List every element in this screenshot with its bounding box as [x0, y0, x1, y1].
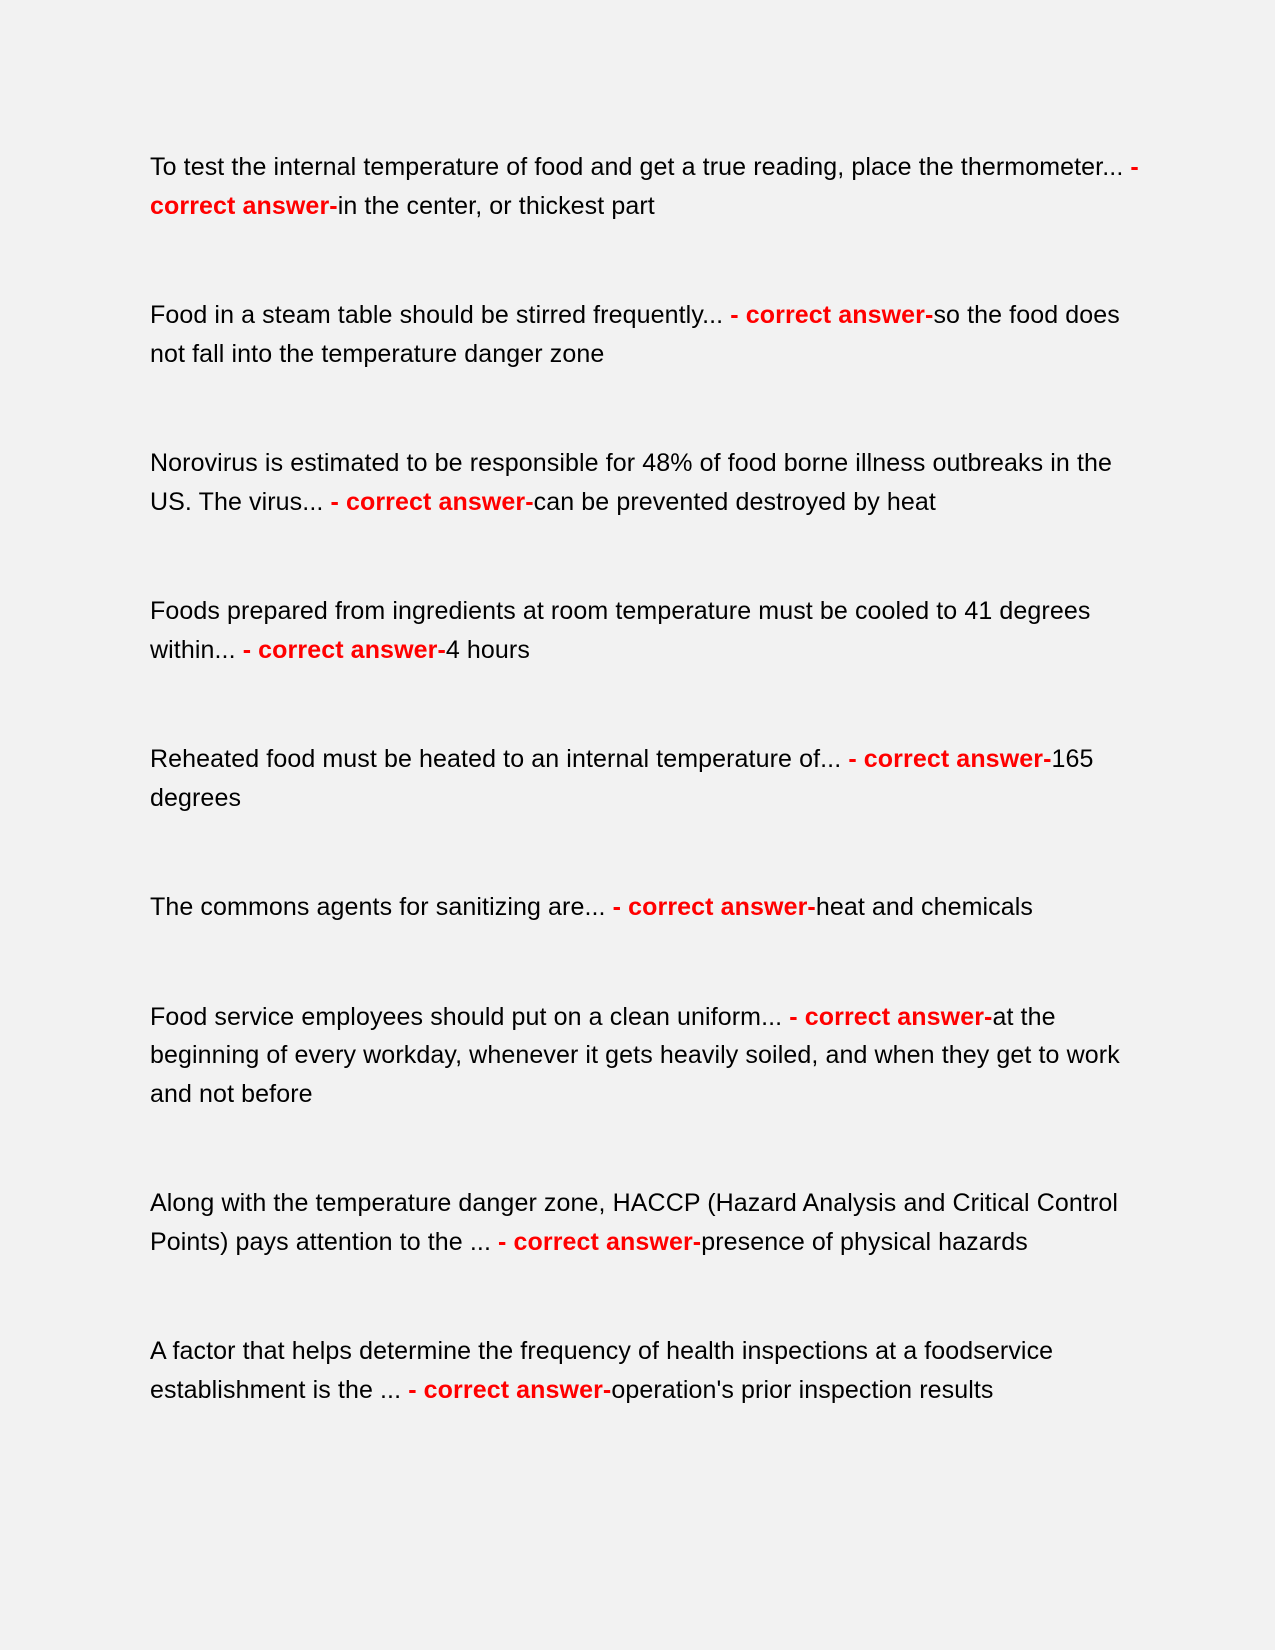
correct-answer-marker: - correct answer- — [848, 745, 1052, 773]
correct-answer-marker: - correct answer- — [408, 1375, 612, 1404]
qa-item — [150, 888, 1140, 927]
question-text: Reheated food must be heated to an internal temperature of... — [150, 745, 849, 773]
correct-answer-marker: - correct answer- — [789, 1002, 993, 1031]
question-text: A factor that helps determine the frequency of health inspections at a foodservice establishment is the ... — [150, 1337, 1054, 1404]
qa-item — [150, 296, 1140, 373]
question-text: Along with the temperature danger zone, HACCP (Hazard Analysis and Critical Control Points) pays attention to the ... — [150, 1189, 1119, 1256]
answer-text: at the beginning of every workday, whenever it gets heavily soiled, and when they get to work and not before — [150, 1002, 1120, 1108]
document-page — [150, 148, 1140, 1480]
correct-answer-marker: - correct answer- — [498, 1227, 702, 1256]
qa-item — [150, 740, 1140, 817]
answer-text: heat and chemicals — [815, 893, 1034, 921]
qa-item — [150, 1332, 1140, 1409]
qa-item — [150, 1184, 1140, 1261]
correct-answer-marker: - correct answer- — [150, 153, 1139, 220]
question-text: Foods prepared from ingredients at room temperature must be cooled to 41 degrees within... — [150, 597, 1091, 664]
answer-text: 165 degrees — [150, 745, 1094, 812]
answer-text: presence of physical hazards — [701, 1227, 1028, 1256]
correct-answer-marker: - correct answer- — [612, 893, 816, 921]
qa-item — [150, 444, 1140, 521]
correct-answer-marker: - correct answer- — [242, 635, 446, 664]
question-text: To test the internal temperature of food and get a true reading, place the thermometer... — [150, 153, 1131, 181]
qa-item — [150, 592, 1140, 669]
answer-text: can be prevented destroyed by heat — [533, 487, 936, 516]
answer-text: so the food does not fall into the temperature danger zone — [150, 301, 1120, 368]
correct-answer-marker: - correct answer- — [330, 487, 534, 516]
correct-answer-marker: - correct answer- — [730, 301, 934, 329]
question-text: The commons agents for sanitizing are... — [150, 893, 613, 921]
qa-item — [150, 998, 1140, 1114]
question-text: Food service employees should put on a clean uniform... — [150, 1002, 790, 1031]
question-text: Norovirus is estimated to be responsible for 48% of food borne illness outbreaks in the US. The virus... — [150, 449, 1112, 516]
answer-text: operation's prior inspection results — [611, 1375, 994, 1404]
answer-text: 4 hours — [445, 635, 530, 664]
question-text: Food in a steam table should be stirred frequently... — [150, 301, 731, 329]
qa-item — [150, 148, 1140, 225]
answer-text: in the center, or thickest part — [337, 191, 655, 220]
